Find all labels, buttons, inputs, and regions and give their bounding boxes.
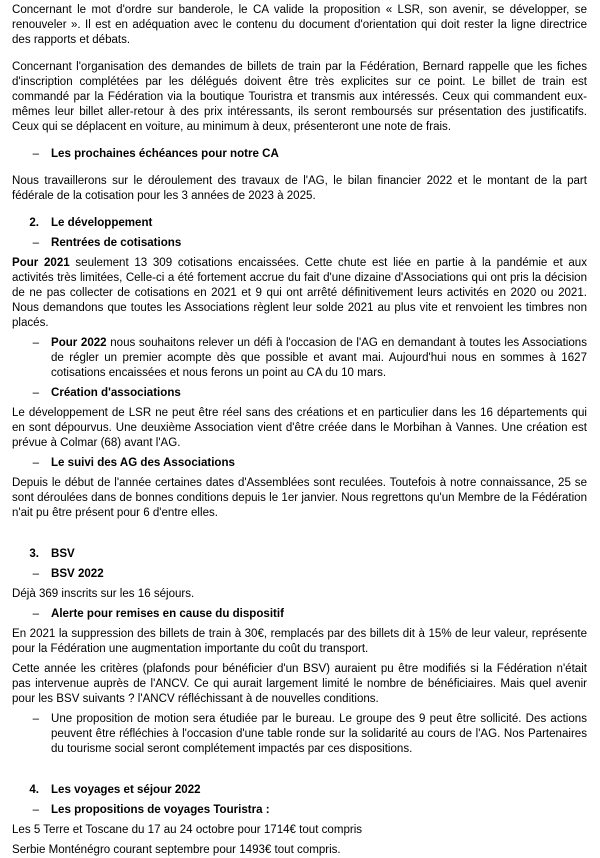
- bullet-cotisations-2022-rest: nous souhaitons relever un défi à l'occasion de l'AG en demandant à toutes les Associations de régler un premier acompte dès que possible et avant mai. Aujourd'hui nous en sommes à 1627 cotisations encaissées et nous ferons un point au CA du 10 mars.: [51, 337, 587, 379]
- bold-pour-2022: Pour 2022: [51, 337, 107, 349]
- paragraph-criteres: Cette année les critères (plafonds pour bénéficier d'un BSV) auraient pu être modifiés si la Fédération n'était pas intervenue auprès de l'ANCV. Ce qui aurait largement limité le nombre de bénéficiaires. Mais quel avenir pour les BSV suivants ? l'ANCV réfléchissant à de nouvelles conditions.: [12, 663, 587, 705]
- section-4-title: Les voyages et séjour 2022: [51, 784, 201, 796]
- dash-marker: –: [32, 608, 39, 620]
- paragraph-developpement-lsr: Le développement de LSR ne peut être réel sans des créations et en particulier dans les 16 départements qui en sont dépourvus. Une deuxième Association vient d'être créée dans le Morbihan à Vannes. Une création est prévue à Colmar (68) avant l'AG.: [12, 407, 587, 449]
- section-3-heading: [12, 547, 587, 562]
- heading-creation: [12, 386, 587, 401]
- bold-pour-2021: Pour 2021: [12, 257, 70, 269]
- dash-marker: –: [32, 568, 39, 580]
- paragraph-billets-train: Concernant l'organisation des demandes de billets de train par la Fédération, Bernard rappelle que les fiches d'inscription complétées par les délégués doivent être très explicites sur ce point. Le billet de train est commandé par la Fédération via la boutique Touristra et transmis aux intéressés. Ceux qui commandent eux-mêmes leur billet aller-retour à des prix intéressants, ils seront remboursés sur présentation des justificatifs. Ceux qui se déplacent en voiture, au minimum à deux, présenteront une note de frais.: [12, 61, 587, 133]
- bullet-motion: [12, 712, 587, 757]
- document-page: [12, 3, 587, 858]
- section-3-number: 3.: [29, 548, 39, 560]
- heading-rentrees: [12, 236, 587, 251]
- paragraph-inscrits: Déjà 369 inscrits sur les 16 séjours.: [12, 588, 195, 600]
- section-2-title: Le développement: [51, 217, 153, 229]
- heading-bsv-2022: [12, 567, 587, 582]
- dash-marker: –: [32, 713, 39, 725]
- paragraph-cotisations-2021: [12, 256, 587, 331]
- section-3-title: BSV: [51, 548, 75, 560]
- dash-marker: –: [32, 148, 39, 160]
- dash-marker: –: [32, 804, 39, 816]
- paragraph-voyage-toscane: Les 5 Terre et Toscane du 17 au 24 octobre pour 1714€ tout compris: [12, 824, 363, 836]
- paragraph-cotisations-2021-text: seulement 13 309 cotisations encaissées. Cette chute est liée en partie à la pandémie et aux activités très limitées, Celle-ci a été fortement accrue du fait d'une dizaine d'Associations qui ont pris la décision de ne pas collecter de cotisations en 2021 et 9 qui ont arrêté définitivement leurs activités en 2020 ou 2021. Nous demandons que toutes les Associations règlent leur solde 2021 au plus vite et renvoient les timbres non placés.: [12, 257, 587, 329]
- bullet-motion-text: Une proposition de motion sera étudiée par le bureau. Le groupe des 9 peut être sollicité. Des actions peuvent être réfléchies à l'occasion d'une table ronde sur la solidarité au cours de l'AG. Nos Partenaires du tourisme social seront complétement impactés par ces dispositions.: [51, 713, 587, 755]
- heading-rentrees-text: Rentrées de cotisations: [51, 237, 182, 249]
- dash-marker: –: [32, 237, 39, 249]
- heading-suivi-ag-text: Le suivi des AG des Associations: [51, 457, 235, 469]
- heading-alerte-text: Alerte pour remises en cause du dispositif: [51, 608, 284, 620]
- bullet-cotisations-2022-text: [51, 336, 587, 381]
- section-4-heading: [12, 783, 587, 798]
- heading-propositions: [12, 803, 587, 818]
- section-2-heading: [12, 216, 587, 231]
- dash-marker: –: [32, 457, 39, 469]
- heading-bsv-2022-text: BSV 2022: [51, 568, 104, 580]
- heading-propositions-text: Les propositions de voyages Touristra :: [51, 804, 270, 816]
- heading-echeances-text: Les prochaines échéances pour notre CA: [51, 148, 279, 160]
- bullet-cotisations-2022: [12, 336, 587, 381]
- paragraph-billets-30: En 2021 la suppression des billets de train à 30€, remplacés par des billets dit à 15% de leur valeur, représente pour la Fédération une augmentation importante du coût du transport.: [12, 628, 587, 655]
- paragraph-travaux-ag: Nous travaillerons sur le déroulement des travaux de l'AG, le bilan financier 2022 et le montant de la part fédérale de la cotisation pour les 3 années de 2023 à 2025.: [12, 175, 587, 202]
- section-2-number: 2.: [29, 217, 39, 229]
- section-4-number: 4.: [29, 784, 39, 796]
- paragraph-voyage-serbie: Serbie Monténégro courant septembre pour 1493€ tout compris.: [12, 844, 341, 856]
- heading-alerte: [12, 607, 587, 622]
- dash-marker: –: [32, 387, 39, 399]
- paragraph-banderole: Concernant le mot d'ordre sur banderole, le CA valide la proposition « LSR, son avenir, se développer, se renouveler ». Il est en adéquation avec le contenu du document d'orientation qui doit rester la ligne directrice des rapports et débats.: [12, 4, 587, 46]
- heading-echeances: [12, 147, 587, 162]
- dash-marker: –: [32, 337, 39, 349]
- paragraph-assemblees: Depuis le début de l'année certaines dates d'Assemblées sont reculées. Toutefois à notre connaissance, 25 se sont déroulées dans de bonnes conditions depuis le 1er janvier. Nous regrettons qu'un Membre de la Fédération n'ait pu être présent pour 6 d'entre elles.: [12, 477, 587, 519]
- heading-suivi-ag: [12, 456, 587, 471]
- heading-creation-text: Création d'associations: [51, 387, 181, 399]
